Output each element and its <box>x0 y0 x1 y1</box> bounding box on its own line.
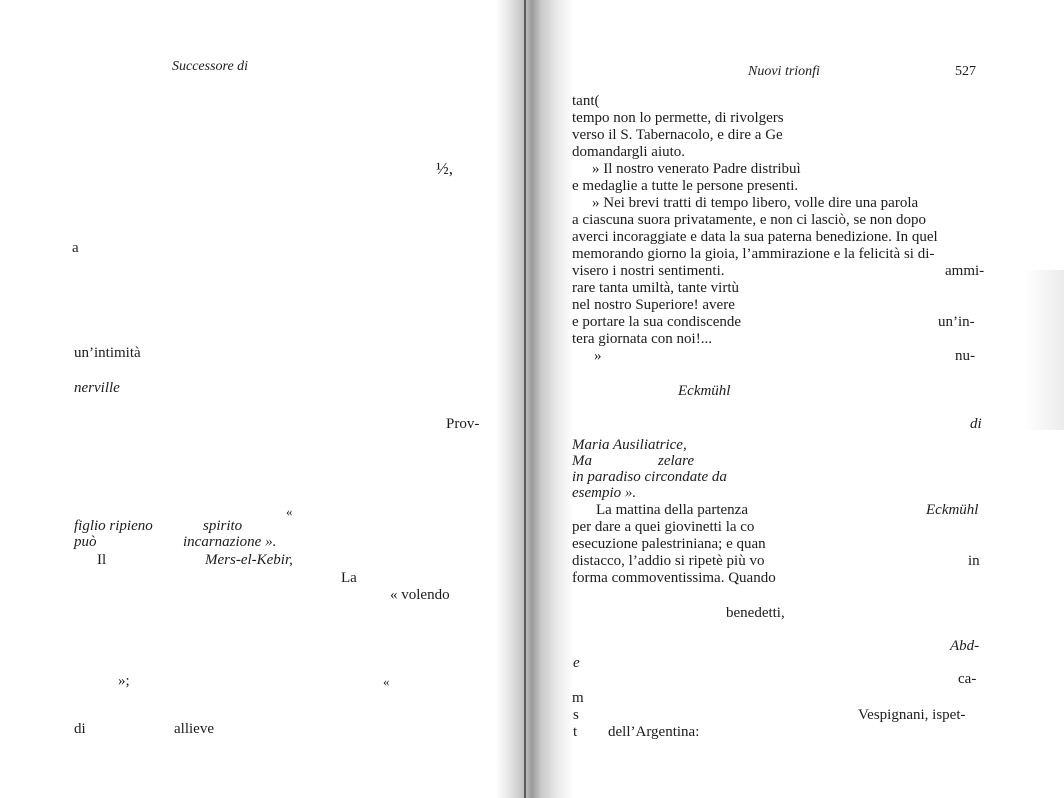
text-fragment-intimita: un’intimità <box>74 345 141 361</box>
body-line: rare tanta umiltà, tante virtù <box>572 280 740 296</box>
body-line: memorando giorno la gioia, l’ammirazione e la felicità si di- <box>572 246 935 262</box>
body-line: » Il nostro venerato Padre distribuì <box>592 161 801 177</box>
right-fragment-in: in <box>968 553 980 569</box>
page-edge-shadow <box>1024 270 1064 430</box>
right-fragment-ca: ca- <box>958 671 977 687</box>
italic-line: Ma <box>572 453 592 469</box>
text-fragment-spirito: spirito <box>203 518 243 534</box>
fraction-fragment: ½, <box>436 159 453 178</box>
page-number: 527 <box>955 64 976 79</box>
body-line: per dare a quei giovinetti la co <box>572 519 755 535</box>
text-fragment-volendo: « volendo <box>390 587 450 603</box>
right-fragment-ammi: ammi- <box>945 263 985 279</box>
text-fragment-figlio: figlio ripieno <box>74 518 153 534</box>
text-fragment-puo: può <box>74 534 97 550</box>
body-line: e portare la sua condiscende <box>572 314 742 330</box>
text-fragment-nerville: nerville <box>74 380 120 396</box>
right-fragment-vespignani: Vespignani, ispet- <box>858 707 966 723</box>
italic-line: esempio ». <box>572 485 637 501</box>
body-line: esecuzione palestriniana; e quan <box>572 536 766 552</box>
left-running-head: Successore di <box>172 59 249 74</box>
open-quote: « <box>286 504 293 519</box>
text-fragment-allieve: allieve <box>174 721 214 737</box>
italic-line: zelare <box>658 453 695 469</box>
margin-letter-m: m <box>572 690 584 706</box>
text-fragment-mers: Mers-el-Kebir, <box>205 552 293 568</box>
body-line: tant( <box>572 93 600 109</box>
text-fragment-di: di <box>74 721 86 737</box>
body-line: tempo non lo permette, di rivolgers <box>572 110 784 126</box>
body-line: » <box>594 348 602 364</box>
text-fragment-il: Il <box>97 552 107 568</box>
text-fragment-a: a <box>72 240 79 256</box>
body-line: distacco, l’addio si ripetè più vo <box>572 553 765 569</box>
body-line: verso il S. Tabernacolo, e dire a Ge <box>572 127 783 143</box>
section-heading: Eckmühl <box>678 383 731 399</box>
body-line: forma commoventissima. Quando <box>572 570 776 586</box>
book-gutter <box>496 0 574 798</box>
right-fragment-abd: Abd- <box>950 638 980 654</box>
body-line: e medaglie a tutte le persone presenti. <box>572 178 799 194</box>
text-fragment-close-quote: »; <box>118 673 130 689</box>
body-line: nel nostro Superiore! avere <box>572 297 735 313</box>
open-quote-2: « <box>383 674 390 689</box>
gutter-fold-line <box>524 0 526 798</box>
text-fragment-benedetti: benedetti, <box>726 605 785 621</box>
right-fragment-nu: nu- <box>955 348 975 364</box>
body-line: averci incoraggiate e data la sua paterna benedizione. In quel <box>572 229 938 245</box>
text-fragment-argentina: dell’Argentina: <box>608 724 700 740</box>
body-line: visero i nostri sentimenti. <box>572 263 725 279</box>
body-line: domandargli aiuto. <box>572 144 686 160</box>
margin-letter-s: s <box>573 707 579 723</box>
margin-letter-e: e <box>573 655 580 671</box>
right-fragment-di: di <box>970 416 982 432</box>
right-fragment-eckmuhl: Eckmühl <box>926 502 979 518</box>
body-line: La mattina della partenza <box>596 502 748 518</box>
italic-line: in paradiso circondate da <box>572 469 727 485</box>
right-fragment-unin: un’in- <box>938 314 975 330</box>
text-fragment-incarnazione: incarnazione ». <box>183 534 277 550</box>
body-line: a ciascuna suora privatamente, e non ci lasciò, se non dopo <box>572 212 927 228</box>
right-running-head: Nuovi trionfi <box>748 64 820 79</box>
italic-line: Maria Ausiliatrice, <box>572 437 687 453</box>
text-fragment-prov: Prov- <box>446 416 480 432</box>
margin-letter-t: t <box>573 724 578 740</box>
body-line: tera giornata con noi!... <box>572 331 712 347</box>
text-fragment-la: La <box>341 570 357 586</box>
body-line: » Nei brevi tratti di tempo libero, volle dire una parola <box>592 195 919 211</box>
